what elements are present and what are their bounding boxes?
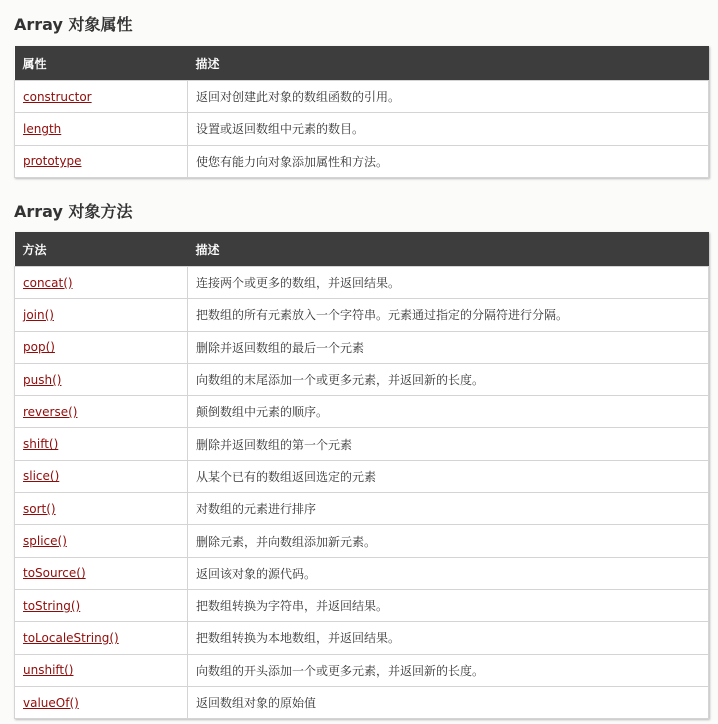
- name-cell: [15, 622, 188, 654]
- member-link[interactable]: reverse(): [23, 404, 78, 419]
- table-row: [15, 81, 709, 113]
- member-link[interactable]: valueOf(): [23, 695, 79, 710]
- table-row: [15, 145, 709, 177]
- name-cell: [15, 428, 188, 460]
- name-cell: [15, 396, 188, 428]
- member-link[interactable]: shift(): [23, 437, 59, 452]
- member-link[interactable]: slice(): [23, 469, 60, 484]
- table-row: [15, 396, 709, 428]
- member-link[interactable]: sort(): [23, 501, 56, 516]
- table-row: [15, 113, 709, 145]
- table-row: [15, 363, 709, 395]
- name-cell: [15, 525, 188, 557]
- table-row: [15, 654, 709, 686]
- member-link[interactable]: join(): [23, 307, 54, 322]
- description-cell: 把数组转换为字符串，并返回结果。: [188, 589, 709, 621]
- properties-heading: Array 对象属性: [14, 15, 133, 34]
- methods-table: [14, 232, 709, 719]
- table-row: [15, 267, 709, 299]
- table-row: [15, 589, 709, 621]
- name-cell: [15, 145, 188, 177]
- description-cell: 把数组转换为本地数组，并返回结果。: [188, 622, 709, 654]
- table-row: [15, 299, 709, 331]
- table-row: [15, 686, 709, 718]
- table-row: [15, 460, 709, 492]
- name-cell: [15, 331, 188, 363]
- member-link[interactable]: push(): [23, 372, 62, 387]
- name-cell: [15, 81, 188, 113]
- description-cell: 返回对创建此对象的数组函数的引用。: [188, 81, 709, 113]
- column-header: 描述: [188, 232, 709, 267]
- name-cell: [15, 363, 188, 395]
- member-link[interactable]: toSource(): [23, 566, 86, 581]
- table-row: [15, 493, 709, 525]
- table-row: [15, 428, 709, 460]
- description-cell: 返回数组对象的原始值: [188, 686, 709, 718]
- description-cell: 向数组的末尾添加一个或更多元素，并返回新的长度。: [188, 363, 709, 395]
- member-link[interactable]: unshift(): [23, 663, 74, 678]
- description-cell: 设置或返回数组中元素的数目。: [188, 113, 709, 145]
- name-cell: [15, 686, 188, 718]
- member-link[interactable]: toLocaleString(): [23, 630, 119, 645]
- description-cell: 把数组的所有元素放入一个字符串。元素通过指定的分隔符进行分隔。: [188, 299, 709, 331]
- name-cell: [15, 113, 188, 145]
- description-cell: 从某个已有的数组返回选定的元素: [188, 460, 709, 492]
- member-link[interactable]: pop(): [23, 340, 55, 355]
- description-cell: 删除元素，并向数组添加新元素。: [188, 525, 709, 557]
- description-cell: 使您有能力向对象添加属性和方法。: [188, 145, 709, 177]
- table-row: [15, 331, 709, 363]
- name-cell: [15, 460, 188, 492]
- description-cell: 对数组的元素进行排序: [188, 493, 709, 525]
- member-link[interactable]: prototype: [23, 154, 82, 169]
- name-cell: [15, 299, 188, 331]
- member-link[interactable]: constructor: [23, 89, 92, 104]
- name-cell: [15, 493, 188, 525]
- properties-table: [14, 46, 709, 178]
- member-link[interactable]: concat(): [23, 275, 73, 290]
- methods-heading: Array 对象方法: [14, 202, 133, 221]
- table-row: [15, 557, 709, 589]
- name-cell: [15, 654, 188, 686]
- table-header: [15, 232, 709, 267]
- description-cell: 返回该对象的源代码。: [188, 557, 709, 589]
- member-link[interactable]: toString(): [23, 598, 81, 613]
- column-header: 方法: [15, 232, 188, 267]
- member-link[interactable]: length: [23, 121, 62, 136]
- description-cell: 删除并返回数组的第一个元素: [188, 428, 709, 460]
- column-header: 属性: [15, 46, 188, 81]
- description-cell: 向数组的开头添加一个或更多元素，并返回新的长度。: [188, 654, 709, 686]
- description-cell: 连接两个或更多的数组，并返回结果。: [188, 267, 709, 299]
- description-cell: 颠倒数组中元素的顺序。: [188, 396, 709, 428]
- column-header: 描述: [188, 46, 709, 81]
- table-row: [15, 525, 709, 557]
- name-cell: [15, 267, 188, 299]
- description-cell: 删除并返回数组的最后一个元素: [188, 331, 709, 363]
- name-cell: [15, 589, 188, 621]
- table-header: [15, 46, 709, 81]
- table-row: [15, 622, 709, 654]
- name-cell: [15, 557, 188, 589]
- member-link[interactable]: splice(): [23, 534, 67, 549]
